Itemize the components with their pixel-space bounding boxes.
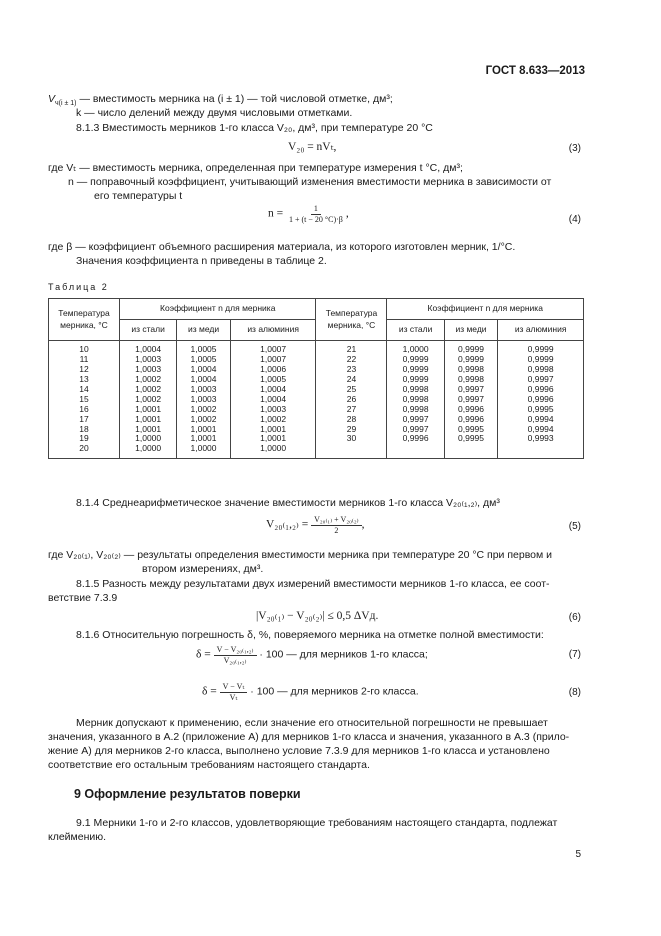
equation-6-number: (6) [568,612,581,623]
equation-8-number: (8) [568,687,581,698]
equation-8-numerator: V − Vₜ [220,682,248,693]
equation-4-numerator: 1 [311,204,321,215]
acceptance-line-4: соответствие его остальным требованиям настоящего стандарта. [48,759,370,771]
header-aluminium-left: из алюминия [230,320,316,341]
col-steel-left: 1,0004 1,0003 1,0003 1,0002 1,0002 1,0002 1,0001 1,0001 1,0001 1,0000 1,0000 [120,341,177,459]
equation-7-fraction [214,645,257,665]
clause-9-1: 9.1 Мерники 1-го и 2-го классов, удовлетворяющие требованиям настоящего стандарта, подлежат [76,817,558,829]
clause-9-1-line-2: клеймению. [48,831,107,843]
equation-8-denominator: Vₜ [229,692,238,702]
table-reference-line: Значения коэффициента n приведены в таблице 2. [76,255,327,267]
acceptance-line-1: Мерник допускают к применению, если значение его относительной погрешности не превышает [76,717,548,729]
clause-8-1-3: 8.1.3 Вместимость мерников 1-го класса V₂₀, дм³, при температуре 20 °С [76,122,433,134]
equation-8-fraction [220,682,248,702]
definition-v20-line: где V₂₀₍₁₎, V₂₀₍₂₎ — результаты определения вместимости мерника при температуре 20 °С при первом и [48,549,552,561]
equation-5-denominator: 2 [334,525,339,535]
acceptance-line-2: значения, указанного в А.2 (приложение А) для мерников 1-го класса и значения, указанного в А.3 (прило- [48,731,570,743]
equation-8 [202,682,419,702]
equation-3-number: (3) [568,143,581,154]
col-copper-right: 0,9999 0,9999 0,9998 0,9998 0,9997 0,9997 0,9996 0,9996 0,9995 0,9995 [444,341,498,459]
symbol-v: V [48,93,56,105]
col-temp-left: 10 11 12 13 14 15 16 17 18 19 20 [49,341,120,459]
header-steel-right: из стали [387,320,444,341]
section-9-title: 9 Оформление результатов поверки [74,787,301,801]
col-copper-left: 1,0005 1,0005 1,0004 1,0004 1,0003 1,0003 1,0002 1,0002 1,0001 1,0001 1,0000 [177,341,231,459]
equation-5-number: (5) [568,521,581,532]
equation-5: V₂₀₍₁,₂₎ = $\frac{\text{V₂₀₍₁₎ + V₂₀₍₂₎}}{2}$ , [266,515,365,535]
col-aluminium-left: 1,0007 1,0007 1,0006 1,0005 1,0004 1,0004 1,0003 1,0002 1,0001 1,0001 1,0000 [230,341,316,459]
definition-n-line-2: его температуры t [94,190,183,202]
clause-8-1-4: 8.1.4 Среднеарифметическое значение вместимости мерников 1-го класса V₂₀₍₁,₂₎, дм³ [76,497,500,509]
equation-7-right: · 100 — для мерников 1-го класса; [259,648,428,661]
equation-4-denominator: 1 + (t − 20 °C)·β [289,214,343,224]
definition-n-line: n — поправочный коэффициент, учитывающий изменения вместимости мерника в зависимости от [68,176,552,188]
page-number: 5 [575,849,581,860]
equation-8-right: · 100 — для мерников 2-го класса. [250,685,419,698]
header-coefficient-right: Коэффициент n для мерника [387,299,584,320]
definition-vt-line: где Vₜ — вместимость мерника, определенная при температуре измерения t °C, дм³; [48,162,463,174]
symbol-v-sub: ч(i ± 1) [55,100,77,108]
header-aluminium-right: из алюминия [498,320,584,341]
equation-4: n = $\frac{1}{1 + (t - 20 ^\circ C)\cdot\beta}$ , [268,204,349,224]
table-2-caption: Таблица 2 [48,282,109,292]
clause-8-1-5: 8.1.5 Разность между результатами двух измерений вместимости мерников 1-го класса, ее соот- [76,578,550,590]
header-temperature-right: Температура мерника, °С [316,299,387,341]
table-2 [48,298,584,459]
equation-8-left: δ = [202,685,217,698]
equation-4-number: (4) [568,214,581,225]
document-header: ГОСТ 8.633—2013 [485,65,585,77]
equation-6: |V₂₀₍₁₎ − V₂₀₍₂₎| ≤ 0,5 ΔVд. [256,610,379,622]
equation-7-left: δ = [196,648,211,661]
definition-v-text: — вместимость мерника на (i ± 1) — той числовой отметке, дм³; [79,93,393,105]
header-copper-right: из меди [444,320,498,341]
header-temperature-left: Температура мерника, °С [49,299,120,341]
equation-5-fraction [311,515,362,535]
definition-beta-line: где β — коэффициент объемного расширения материала, из которого изготовлен мерник, 1/°С. [48,241,516,253]
equation-4-left: n = [268,207,284,220]
acceptance-line-3: жение А) для мерников 2-го класса, выполнено условие 7.3.9 для мерников 1-го класса и установлено [48,745,550,757]
header-copper-left: из меди [177,320,231,341]
equation-5-left: V₂₀₍₁,₂₎ = [266,518,309,531]
definition-v20-line-2: втором измерениях, дм³. [142,563,264,575]
clause-8-1-6: 8.1.6 Относительную погрешность δ, %, поверяемого мерника на отметке полной вместимости: [76,629,544,641]
equation-7-denominator: V₂₀₍₁,₂₎ [223,655,247,665]
col-temp-right: 21 22 23 24 25 26 27 28 29 30 [316,341,387,459]
equation-5-numerator: V₂₀₍₁₎ + V₂₀₍₂₎ [311,515,362,526]
equation-7-numerator: V − V₂₀₍₁,₂₎ [214,645,257,656]
clause-8-1-5-line-2: ветствие 7.3.9 [48,592,118,604]
equation-7 [196,645,428,665]
equation-7-number: (7) [568,649,581,660]
col-steel-right: 1,0000 0,9999 0,9999 0,9999 0,9998 0,9998 0,9998 0,9997 0,9997 0,9996 [387,341,444,459]
equation-4-fraction [286,204,346,224]
col-aluminium-right: 0,9999 0,9999 0,9998 0,9997 0,9996 0,9996 0,9995 0,9994 0,9994 0,9993 [498,341,584,459]
header-coefficient-left: Коэффициент n для мерника [120,299,316,320]
equation-3: V₂₀ = nVₜ, [288,141,337,153]
header-steel-left: из стали [120,320,177,341]
definition-k-line: k — число делений между двумя числовыми отметками. [76,107,353,119]
